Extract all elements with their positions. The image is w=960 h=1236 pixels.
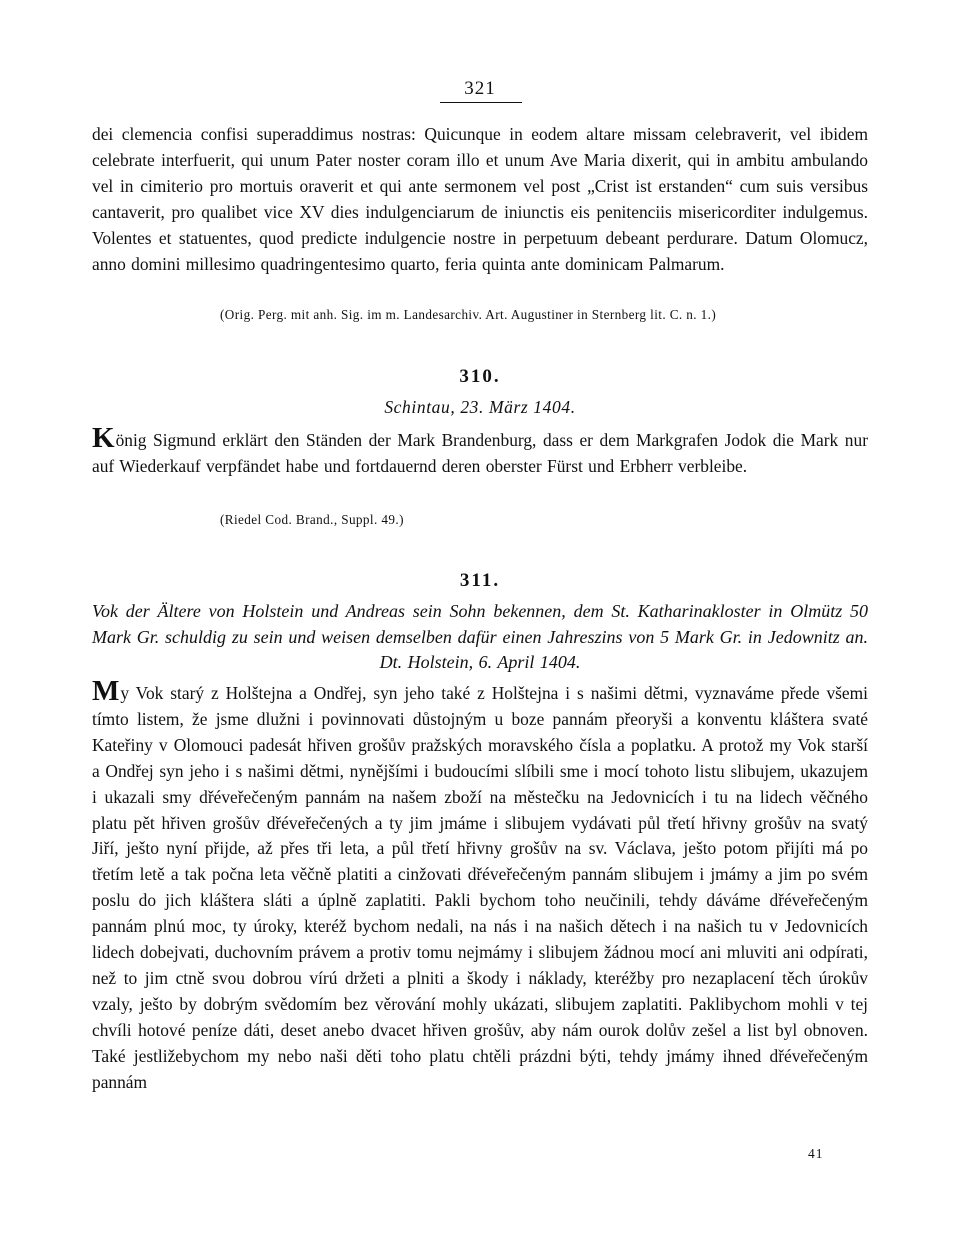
doc-310-number: 310. [459,366,501,387]
doc-311-body: y Vok starý z Holštejna a Ondřej, syn jeho také z Holštejna i s našimi dětmi, vyznaváme přede všemi tímto listem, že jsme dlužni i povinnovati důstojným u boze pannám přeoryši a konventu kláštera svaté Kateřiny v Olomouci padesát hřiven grošův pražských moravského čísla a poplatku. A protož my Vok starší a Ondřej syn jeho i s našimi dětmi, nynějšími i budoucími slíbili sme i mocí tohoto listu slibujem, ukazujem i ukazali smy dřéveřečeným pannám na našem zboží na městečku na Jedovnicích i tu na lidech věčného platu pět hřiven grošův dřéveřečených a ty jim jmáme i slibujem vydávati půl třetí hřivny grošův na svatý Jiří, ješto nyní přijde, až přes tři leta, a půl třetí hřivny grošův na sv. Václava, ješto potom přijíti má po třetím letě a tak počna leta věčně platiti a cinžovati dřéveřečeným pannám slibujem i jmámy a jim po svém poslu do jich kláštera sláti a úplně zaplatiti. Pakli bychom toho neučinili, tehdy dáváme dřéveřečeným pannám plnú moc, ty úroky, kteréž bychom nedali, na nás i na našich dětech i na našich tu v Jedovnicích lidech dobejvati, duchovním právem a protiv tomu nejmámy i slibujem žádnou mocí ani mluviti ani odpírati, než to jim ctně svou dobrou vírú držeti a plniti a škody i náklady, kteréžby pro nezaplacení těch úrokův vzaly, ješto by dobrým svědomím bez věrování mohly ukázati, slibujem zaplatiti. Paklibychom mohli v tej chvíli hotové peníze dáti, deset anebo dvacet hřiven grošův, aby nám ourok dolův zešel a list byl obnoven. Také jestližebychom my nebo naši děti toho platu chtěli prázdni býti, tehdy jmámy ihned dřéveřečeným pannám [92,683,868,1092]
doc-311-text [92,675,868,1096]
doc-310-place-date: Schintau, 23. März 1404. [384,397,576,417]
doc-310-body: önig Sigmund erklärt den Ständen der Mark Brandenburg, dass er dem Markgrafen Jodok die Mark nur auf Wiederkauf verpfändet habe und fortdauernd deren oberster Fürst und Erbherr verbleibe. [92,430,868,476]
doc-310-text [92,422,868,480]
doc-309-source: (Orig. Perg. mit anh. Sig. im m. Landesarchiv. Art. Augustiner in Sternberg lit. C. n. 1.) [220,307,717,322]
page-number: 321 [464,78,496,99]
doc-311-number: 311. [459,570,501,591]
doc-310-initial: K [92,422,115,454]
signature-mark: 41 [808,1146,824,1161]
doc-310-source: (Riedel Cod. Brand., Suppl. 49.) [220,512,404,527]
page-number-rule [440,102,522,103]
doc-311-regest: Vok der Ältere von Holstein und Andreas sein Sohn bekennen, dem St. Katharinakloster in Olmütz 50 Mark Gr. schuldig zu sein und weisen demselben dafür einen Jahreszins von 5 Mark Gr. in Jedownitz an. Dt. Holstein, 6. April 1404. [92,601,868,673]
doc-309-text: dei clemencia confisi superaddimus nostras: Quicunque in eodem altare missam celebraverit, vel ibidem celebrate interfuerit, qui unum Pater noster coram illo et unum Ave Maria dixerit, qui in ambitu ambulando vel in cimiterio pro mortuis oraverit et qui ante sermonem vel post „Crist ist erstanden“ cum suis versibus cantaverit, pro qualibet vice XV dies indulgenciarum de iniunctis eis penitenciis misericorditer indulgemus. Volentes et statuentes, quod predicte indulgencie nostre in perpetuum debeant perdurare. Datum Olomucz, anno domini millesimo quadringentesimo quarto, feria quinta ante dominicam Palmarum. [92,124,868,274]
doc-311-initial: M [92,675,120,707]
